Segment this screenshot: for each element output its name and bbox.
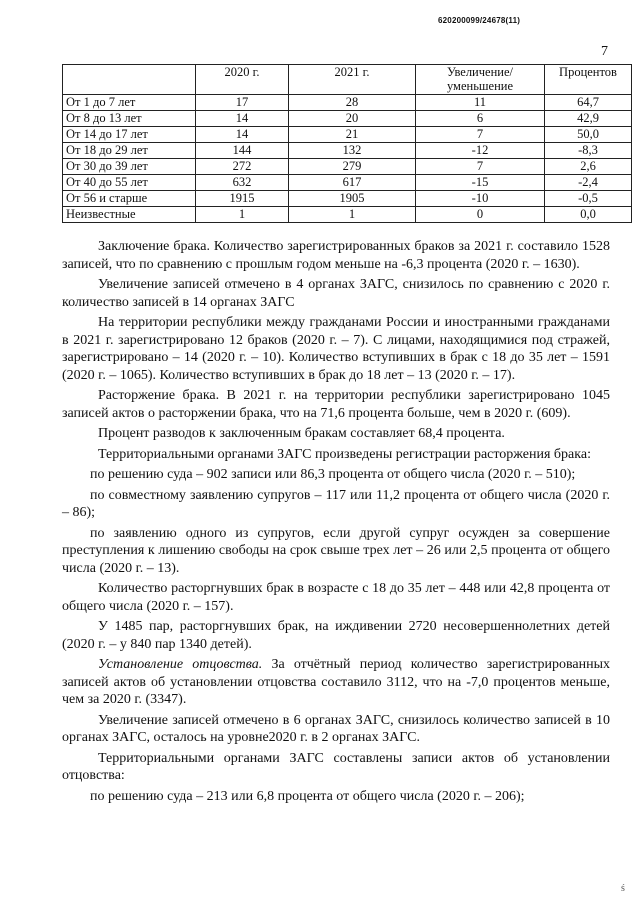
paragraph-divorce-ratio: Процент разводов к заключенным бракам составляет 68,4 процента. <box>98 426 505 441</box>
table-cell: 0 <box>416 207 545 223</box>
paragraph-paternity-offices: Увеличение записей отмечено в 6 органах ЗАГС, снизилось количество записей в 10 органах ЗАГС, осталось на уровне2020 г. в 2 органах ЗАГС. <box>62 712 610 745</box>
document-id: 620200099/24678(11) <box>438 16 521 25</box>
table-cell: -8,3 <box>545 143 632 159</box>
page-mark: ś <box>621 883 625 894</box>
table-cell: 14 <box>196 127 289 143</box>
table-cell: -10 <box>416 191 545 207</box>
paragraph-marriage-details: На территории республики между гражданами России и иностранными гражданами в 2021 г. зарегистрировано 12 браков (2020 г. – 7). С лицами, находящимися под стражей, зарегистрировано – 14 (2020 г. – 10). Количество вступивших в брак с 18 до 35 лет – 1591 (2020 г. – 1065). Количество вступивших в брак до 18 лет – 13 (2020 г. – 17). <box>62 315 610 383</box>
table-cell: 28 <box>289 95 416 111</box>
paragraph-paternity-registrations: Территориальными органами ЗАГС составлены записи актов об установлении отцовства: <box>62 750 610 783</box>
table-cell: 272 <box>196 159 289 175</box>
table-header-cell: Увеличение/ уменьшение <box>416 65 545 95</box>
table-cell: 14 <box>196 111 289 127</box>
table-row <box>63 175 632 191</box>
table-cell: 1905 <box>289 191 416 207</box>
paragraph-divorce: Расторжение брака. В 2021 г. на территории республики зарегистрировано 1045 записей актов о расторжении брака, что на 71,6 процента больше, чем в 2020 г. (609). <box>62 388 610 421</box>
table-cell: 42,9 <box>545 111 632 127</box>
table-header-cell: Процентов <box>545 65 632 95</box>
table-cell: 7 <box>416 127 545 143</box>
page-number: 7 <box>601 44 608 59</box>
paragraph-paternity-court: по решению суда – 213 или 6,8 процента от общего числа (2020 г. – 206); <box>90 788 525 804</box>
table-header-cell <box>63 65 196 95</box>
table-cell: 2,6 <box>545 159 632 175</box>
table-header-cell: 2021 г. <box>289 65 416 95</box>
paragraph-divorce-court: по решению суда – 902 записи или 86,3 процента от общего числа (2020 г. – 510); <box>90 467 576 482</box>
table-cell: -2,4 <box>545 175 632 191</box>
table-cell: -0,5 <box>545 191 632 207</box>
table-cell: 1 <box>196 207 289 223</box>
table-cell: 11 <box>416 95 545 111</box>
table-row <box>63 111 632 127</box>
table-cell: 7 <box>416 159 545 175</box>
table-row <box>63 143 632 159</box>
table-cell: 21 <box>289 127 416 143</box>
table-cell: 632 <box>196 175 289 191</box>
table-cell: 132 <box>289 143 416 159</box>
table-cell: 50,0 <box>545 127 632 143</box>
age-statistics-table <box>62 64 632 223</box>
paragraph-divorce-age: Количество расторгнувших брак в возрасте с 18 до 35 лет – 448 или 42,8 процента от общего числа (2020 г. – 157). <box>62 581 610 614</box>
table-cell: 1 <box>289 207 416 223</box>
table-cell: -12 <box>416 143 545 159</box>
document-body <box>62 238 610 805</box>
age-group-cell: От 14 до 17 лет <box>63 127 196 143</box>
table-row <box>63 95 632 111</box>
table-cell: -15 <box>416 175 545 191</box>
age-group-cell: От 18 до 29 лет <box>63 143 196 159</box>
age-group-cell: От 8 до 13 лет <box>63 111 196 127</box>
paragraph-divorce-registrations: Территориальными органами ЗАГС произведены регистрации расторжения брака: <box>98 446 591 462</box>
table-cell: 20 <box>289 111 416 127</box>
paternity-text: За отчётный период количество зарегистрированных записей актов об установлении отцовства составило 3112, что на -7,0 процентов меньше, чем за 2020 г. (3347). <box>62 657 610 707</box>
table-row <box>63 191 632 207</box>
table-row <box>63 127 632 143</box>
table-header-row <box>63 65 632 95</box>
table-body <box>63 95 632 223</box>
paragraph-divorce-joint: по совместному заявлению супругов – 117 или 11,2 процента от общего числа (2020 г. – 86); <box>62 487 610 520</box>
paternity-heading: Установление отцовства. <box>98 657 263 672</box>
table-cell: 64,7 <box>545 95 632 111</box>
paragraph-divorce-convicted: по заявлению одного из супругов, если другой супруг осужден за совершение преступления к лишению свободы на срок свыше трех лет – 26 или 2,5 процента от общего числа (2020 г. – 13). <box>62 525 610 576</box>
age-group-cell: Неизвестные <box>63 207 196 223</box>
paragraph-divorce-children: У 1485 пар, расторгнувших брак, на иждивении 2720 несовершеннолетних детей (2020 г. – у 840 пар 1340 детей). <box>62 619 610 652</box>
table-cell: 17 <box>196 95 289 111</box>
table-cell: 0,0 <box>545 207 632 223</box>
table-row <box>63 207 632 223</box>
table-row <box>63 159 632 175</box>
table-cell: 144 <box>196 143 289 159</box>
table-cell: 617 <box>289 175 416 191</box>
table-cell: 6 <box>416 111 545 127</box>
age-group-cell: От 56 и старше <box>63 191 196 207</box>
paragraph-marriage: Заключение брака. Количество зарегистрированных браков за 2021 г. составило 1528 записей, что по сравнению с прошлым годом меньше на -6,3 процента (2020 г. – 1630). <box>62 239 610 272</box>
age-group-cell: От 30 до 39 лет <box>63 159 196 175</box>
paragraph-marriage-offices: Увеличение записей отмечено в 4 органах ЗАГС, снизилось по сравнению с 2020 г. количество записей в 14 органах ЗАГС <box>62 277 610 310</box>
paragraph-paternity <box>62 656 610 709</box>
age-group-cell: От 1 до 7 лет <box>63 95 196 111</box>
table-header-cell: 2020 г. <box>196 65 289 95</box>
age-group-cell: От 40 до 55 лет <box>63 175 196 191</box>
table-cell: 1915 <box>196 191 289 207</box>
table-cell: 279 <box>289 159 416 175</box>
